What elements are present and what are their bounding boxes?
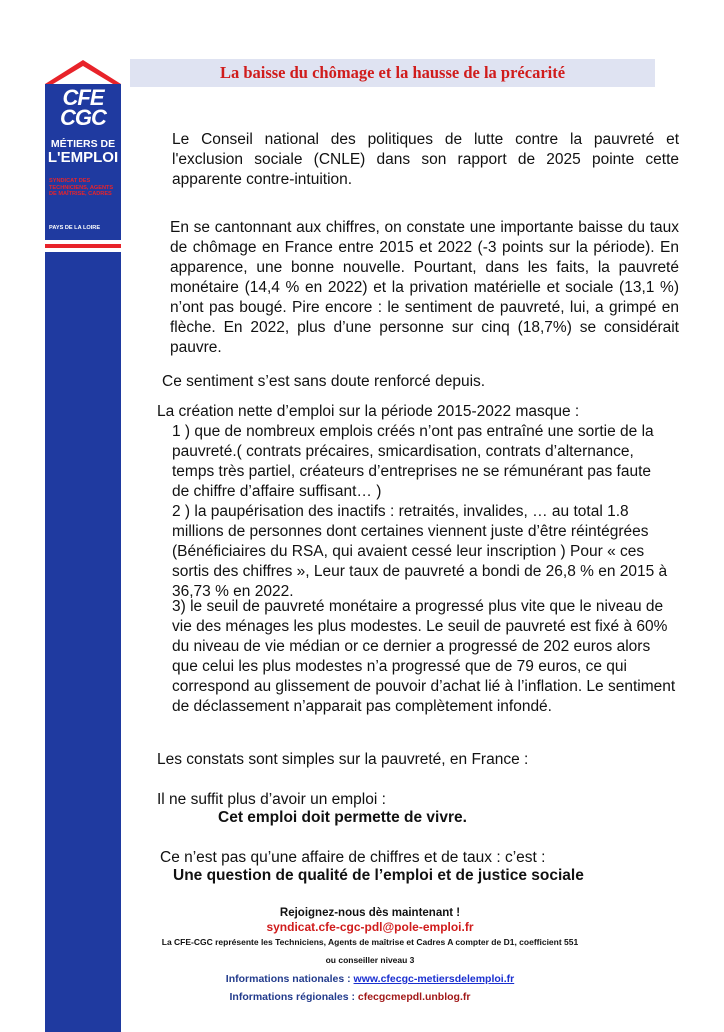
footer-represent: La CFE-CGC représente les Techniciens, Agents de maîtrise et Cadres A compter de D1, coefficient 551: [161, 937, 579, 947]
footer-email[interactable]: syndicat.cfe-cgc-pdl@pole-emploi.fr: [266, 920, 474, 934]
logo-emploi: L'EMPLOI: [47, 149, 119, 166]
paragraph-emploi: Il ne suffit plus d’avoir un emploi :: [157, 791, 386, 808]
paragraph-constats: Les constats sont simples sur la pauvreté, en France :: [157, 751, 529, 768]
logo-brand-cfe: CFE: [62, 85, 104, 110]
list-item-3: 3) le seuil de pauvreté monétaire a progressé plus vite que le niveau de vie des ménages les plus modestes. Le seuil de pauvreté est fixé à 60% du niveau de vie médian or ce dernier a progressé de 202 euros alors que celui les plus modestes n’a progressé que de 79 euros, ce qui correspond au glissement de pouvoir d’achat lié à l’inflation. Le sentiment de déclassement n’apparait pas complètement infondé.: [172, 598, 676, 715]
paragraph-chiffres-taux: Ce n’est pas qu’une affaire de chiffres et de taux : c’est :: [160, 849, 546, 866]
paragraph-creation-intro: La création nette d’emploi sur la période 2015-2022 masque :: [157, 403, 580, 420]
logo: [45, 84, 121, 240]
sidebar-blue-band: [45, 252, 121, 1032]
footer-national-label: Informations nationales :: [225, 973, 354, 985]
footer-regional: [110, 991, 590, 1004]
footer-regional-label: Informations régionales :: [229, 991, 358, 1003]
paragraph-chiffres: [170, 218, 679, 358]
footer-regional-link[interactable]: cfecgcmepdl.unblog.fr: [357, 991, 471, 1003]
sidebar: [43, 58, 123, 1032]
paragraph-chiffres-text: En se cantonnant aux chiffres, on constate une importante baisse du taux de chômage en France entre 2015 et 2022 (-3 points sur la période). En apparence, une bonne nouvelle. Pourtant, dans les faits, la pauvreté monétaire (14,4 % en 2022) et la privation matérielle et sociale (13,1 %) n’ont pas bougé. Pire encore : le sentiment de pauvreté, lui, a grimpé en flèche. En 2022, plus d’une personne sur cinq (18,7%) se considérait pauvre.: [170, 219, 679, 356]
footer-join: Rejoignez-nous dès maintenant !: [279, 907, 461, 919]
paragraph-sentiment: Ce sentiment s’est sans doute renforcé depuis.: [162, 373, 486, 390]
logo-brand-cgc: CGC: [60, 105, 106, 130]
page-title: La baisse du chômage et la hausse de la précarité: [219, 63, 566, 82]
paragraph-emploi-bold: Cet emploi doit permette de vivre.: [218, 809, 467, 826]
logo-syndicat: SYNDICAT DES TECHNICIENS, AGENTS DE MAÎTRISE, CADRES: [49, 178, 114, 198]
paragraph-intro-text: Le Conseil national des politiques de lutte contre la pauvreté et l'exclusion sociale (CNLE) dans son rapport de 2025 pointe cette apparente contre-intuition.: [172, 131, 679, 188]
logo-roof-icon: [43, 58, 123, 86]
list-item-2: 2 ) la paupérisation des inactifs : retraités, invalides, … au total 1.8 millions de personnes dont certaines viennent juste d’être réintégrées (Bénéficiaires du RSA, qui avaient cessé leur inscription ) Pour « ces sortis des chiffres », Leur taux de pauvreté a bondi de 26,8 % en 2015 à 36,73 % en 2022.: [172, 503, 668, 600]
paragraph-justice-bold: Une question de qualité de l’emploi et de justice sociale: [173, 867, 584, 884]
title-banner: [130, 59, 655, 87]
paragraph-intro: [172, 130, 679, 190]
logo-brand: [50, 85, 116, 130]
logo-region: PAYS DE LA LOIRE: [49, 225, 101, 231]
list-item-1: 1 ) que de nombreux emplois créés n’ont pas entraîné une sortie de la pauvreté.( contrats précaires, smicardisation, contrats d’alternance, temps très partiel, créateurs d’entreprises ne se rémunérant pas faute de chiffre d’affaire suffisant… ): [172, 423, 654, 500]
footer-national: [130, 973, 610, 986]
logo-metiers: MÉTIERS DE: [50, 138, 116, 150]
footer-represent-2: ou conseiller niveau 3: [325, 955, 415, 965]
footer-national-link[interactable]: www.cfecgc-metiersdelemploi.fr: [353, 973, 515, 985]
